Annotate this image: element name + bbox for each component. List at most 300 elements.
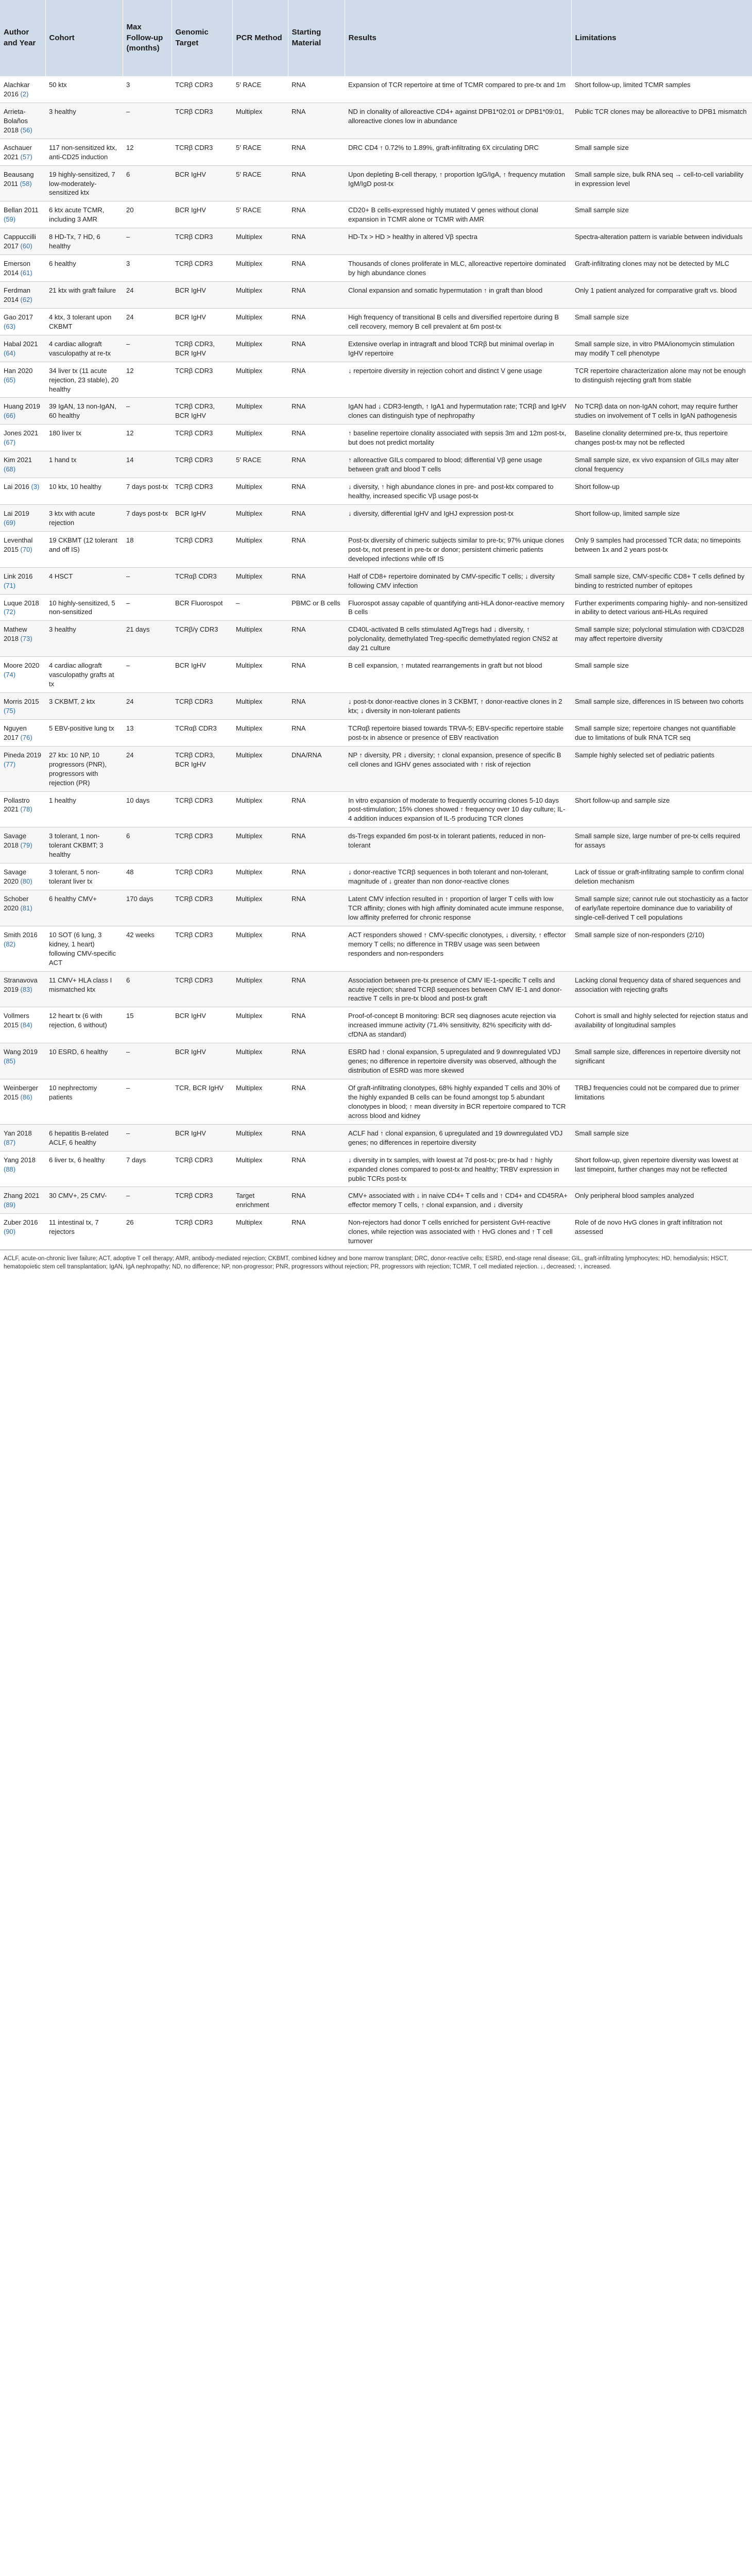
cell-author: [0, 1043, 45, 1079]
cell-followup: 12: [123, 425, 172, 451]
cell-limitations: Cohort is small and highly selected for rejection status and availability of longitudinal samples: [571, 1007, 752, 1043]
author-name: Han 2020: [4, 366, 33, 375]
cell-genomic-target: TCRβ CDR3: [172, 451, 232, 478]
reference-link[interactable]: (67): [4, 438, 16, 447]
cell-cohort: 34 liver tx (11 acute rejection, 23 stable), 20 healthy: [45, 362, 123, 398]
cell-limitations: TRBJ frequencies could not be compared due to primer limitations: [571, 1079, 752, 1125]
cell-pcr-method: Multiplex: [232, 282, 288, 309]
cell-limitations: Short follow-up, limited TCMR samples: [571, 76, 752, 103]
cell-starting-material: RNA: [288, 621, 345, 657]
cell-starting-material: RNA: [288, 335, 345, 362]
cell-cohort: 4 cardiac allograft vasculopathy grafts at tx: [45, 657, 123, 693]
cell-genomic-target: BCR IgHV: [172, 657, 232, 693]
cell-followup: 26: [123, 1214, 172, 1250]
cell-results: Latent CMV infection resulted in ↑ proportion of larger T cells with low TCR affinity; clones with high affinity dominated acute immune response, low affinity preferred for chronic response: [345, 890, 571, 926]
cell-limitations: Small sample size, CMV-specific CD8+ T cells defined by binding to restricted number of epitopes: [571, 567, 752, 594]
table-row: [0, 971, 752, 1007]
cell-genomic-target: BCR IgHV: [172, 165, 232, 201]
cell-starting-material: RNA: [288, 139, 345, 165]
table-row: [0, 255, 752, 282]
cell-limitations: No TCRβ data on non-IgAN cohort, may require further studies on involvement of T cells in IgAN pathogenesis: [571, 398, 752, 425]
cell-cohort: 117 non-sensitized ktx, anti-CD25 induction: [45, 139, 123, 165]
cell-starting-material: RNA: [288, 567, 345, 594]
author-name: Pollastro 2021: [4, 796, 30, 814]
cell-cohort: 12 heart tx (6 with rejection, 6 without): [45, 1007, 123, 1043]
cell-pcr-method: Multiplex: [232, 531, 288, 567]
cell-starting-material: RNA: [288, 890, 345, 926]
cell-genomic-target: TCRβ CDR3: [172, 228, 232, 255]
cell-author: [0, 478, 45, 505]
author-name: Zhang 2021: [4, 1192, 40, 1200]
cell-followup: –: [123, 567, 172, 594]
cell-limitations: Small sample size of non-responders (2/10): [571, 926, 752, 971]
reference-link[interactable]: (80): [20, 877, 32, 886]
cell-results: ↓ diversity, ↑ high abundance clones in pre- and post-ktx compared to healthy, increased specific Vβ usage post-tx: [345, 478, 571, 505]
table-row: [0, 1151, 752, 1187]
cell-author: [0, 827, 45, 863]
cell-cohort: 10 nephrectomy patients: [45, 1079, 123, 1125]
cell-cohort: 8 HD-Tx, 7 HD, 6 healthy: [45, 228, 123, 255]
table-row: [0, 282, 752, 309]
reference-link[interactable]: (90): [4, 1228, 16, 1236]
header-pcr-method: PCR Method: [232, 0, 288, 76]
cell-genomic-target: TCRβ/γ CDR3: [172, 621, 232, 657]
reference-link[interactable]: (88): [4, 1165, 16, 1173]
cell-genomic-target: BCR IgHV: [172, 504, 232, 531]
author-name: Jones 2021: [4, 429, 39, 437]
cell-genomic-target: BCR IgHV: [172, 1007, 232, 1043]
cell-author: [0, 228, 45, 255]
cell-results: Extensive overlap in intragraft and blood TCRβ but minimal overlap in IgHV repertoire: [345, 335, 571, 362]
cell-results: Thousands of clones proliferate in MLC, alloreactive repertoire dominated by high abundance clones: [345, 255, 571, 282]
cell-author: [0, 1007, 45, 1043]
cell-starting-material: RNA: [288, 362, 345, 398]
cell-pcr-method: 5' RACE: [232, 201, 288, 228]
cell-results: In vitro expansion of moderate to frequently occurring clones 5-10 days post-stimulation; 15% clones showed ↑ frequency over 10 day culture; IL-4 addition induces expansion of IL-5 producing TCR clones: [345, 791, 571, 827]
cell-cohort: 11 CMV+ HLA class I mismatched ktx: [45, 971, 123, 1007]
cell-limitations: Small sample size; polyclonal stimulation with CD3/CD28 may affect repertoire diversity: [571, 621, 752, 657]
cell-starting-material: RNA: [288, 926, 345, 971]
author-name: Ferdman 2014: [4, 286, 31, 303]
author-name: Savage 2018: [4, 832, 27, 850]
cell-cohort: 1 hand tx: [45, 451, 123, 478]
cell-limitations: Small sample size, bulk RNA seq → cell-to-cell variability in expression level: [571, 165, 752, 201]
reference-link[interactable]: (63): [4, 322, 16, 330]
cell-results: ↓ diversity in tx samples, with lowest at 7d post-tx; pre-tx had ↑ highly expanded clones compared to post-tx and healthy; TRBV expression in public TCRs post-tx: [345, 1151, 571, 1187]
cell-pcr-method: Multiplex: [232, 890, 288, 926]
cell-followup: 14: [123, 451, 172, 478]
cell-limitations: Further experiments comparing highly- and non-sensitized in ability to detect various anti-HLAs required: [571, 594, 752, 621]
cell-pcr-method: Multiplex: [232, 335, 288, 362]
table-row: [0, 504, 752, 531]
author-name: Morris 2015: [4, 698, 39, 705]
cell-cohort: 180 liver tx: [45, 425, 123, 451]
cell-cohort: 4 cardiac allograft vasculopathy at re-tx: [45, 335, 123, 362]
reference-link[interactable]: (3): [31, 483, 40, 491]
table-body: [0, 76, 752, 1250]
author-name: Leventhal 2015: [4, 536, 33, 553]
reference-link[interactable]: (62): [20, 295, 32, 303]
reference-link[interactable]: (74): [4, 671, 16, 679]
cell-cohort: 3 tolerant, 1 non-tolerant CKBMT; 3 healthy: [45, 827, 123, 863]
cell-genomic-target: TCRβ CDR3: [172, 1151, 232, 1187]
cell-pcr-method: Multiplex: [232, 308, 288, 335]
cell-cohort: 21 ktx with graft failure: [45, 282, 123, 309]
author-name: Beausang 2011: [4, 170, 34, 188]
reference-link[interactable]: (59): [4, 215, 16, 224]
cell-author: [0, 863, 45, 890]
cell-starting-material: RNA: [288, 201, 345, 228]
cell-author: [0, 746, 45, 791]
reference-link[interactable]: (58): [20, 179, 32, 188]
cell-results: B cell expansion, ↑ mutated rearrangements in graft but not blood: [345, 657, 571, 693]
cell-genomic-target: TCRβ CDR3, BCR IgHV: [172, 746, 232, 791]
reference-link[interactable]: (2): [20, 90, 29, 98]
table-row: [0, 1214, 752, 1250]
cell-followup: 7 days post-tx: [123, 504, 172, 531]
cell-pcr-method: Multiplex: [232, 1007, 288, 1043]
cell-followup: 12: [123, 362, 172, 398]
cell-genomic-target: TCRβ CDR3: [172, 890, 232, 926]
cell-genomic-target: TCRαβ CDR3: [172, 567, 232, 594]
author-name: Yang 2018: [4, 1156, 36, 1164]
table-row: [0, 308, 752, 335]
reference-link[interactable]: (79): [20, 841, 32, 850]
reference-link[interactable]: (66): [4, 412, 16, 420]
header-cohort: Cohort: [45, 0, 123, 76]
cell-cohort: 4 ktx, 3 tolerant upon CKBMT: [45, 308, 123, 335]
cell-followup: –: [123, 1079, 172, 1125]
cell-cohort: 39 IgAN, 13 non-IgAN, 60 healthy: [45, 398, 123, 425]
cell-followup: 18: [123, 531, 172, 567]
cell-author: [0, 926, 45, 971]
cell-limitations: TCR repertoire characterization alone may not be enough to distinguish rejecting graft from stable: [571, 362, 752, 398]
cell-followup: –: [123, 335, 172, 362]
cell-starting-material: RNA: [288, 1124, 345, 1151]
cell-cohort: 6 liver tx, 6 healthy: [45, 1151, 123, 1187]
cell-pcr-method: Multiplex: [232, 425, 288, 451]
table-row: [0, 693, 752, 720]
cell-limitations: Role of de novo HvG clones in graft infiltration not assessed: [571, 1214, 752, 1250]
cell-genomic-target: TCRβ CDR3: [172, 76, 232, 103]
cell-results: CMV+ associated with ↓ in naive CD4+ T cells and ↑ CD4+ and CD45RA+ effector memory T cells, ↑ clonal expansion, and ↓ diversity: [345, 1187, 571, 1214]
cell-pcr-method: Multiplex: [232, 657, 288, 693]
cell-starting-material: RNA: [288, 308, 345, 335]
cell-starting-material: RNA: [288, 255, 345, 282]
reference-link[interactable]: (69): [4, 518, 16, 527]
cell-cohort: 3 ktx with acute rejection: [45, 504, 123, 531]
cell-followup: 170 days: [123, 890, 172, 926]
reference-link[interactable]: (86): [20, 1093, 32, 1101]
cell-results: ↓ repertoire diversity in rejection cohort and distinct V gene usage: [345, 362, 571, 398]
cell-genomic-target: BCR IgHV: [172, 282, 232, 309]
cell-starting-material: RNA: [288, 451, 345, 478]
cell-author: [0, 425, 45, 451]
header-genomic-target: Genomic Target: [172, 0, 232, 76]
cell-starting-material: RNA: [288, 971, 345, 1007]
cell-starting-material: RNA: [288, 1187, 345, 1214]
cell-results: ACT responders showed ↑ CMV-specific clonotypes, ↓ diversity, ↑ effector memory T cells; no difference in TRBV usage was seen between responders and non-responders: [345, 926, 571, 971]
cell-starting-material: RNA: [288, 1007, 345, 1043]
author-name: Arrieta-Bolaños 2018: [4, 107, 28, 134]
cell-cohort: 10 ktx, 10 healthy: [45, 478, 123, 505]
cell-author: [0, 1124, 45, 1151]
cell-pcr-method: 5' RACE: [232, 139, 288, 165]
cell-cohort: 10 SOT (6 lung, 3 kidney, 1 heart) following CMV-specific ACT: [45, 926, 123, 971]
table-row: [0, 621, 752, 657]
reference-link[interactable]: (56): [20, 126, 32, 134]
cell-author: [0, 1187, 45, 1214]
table-row: [0, 1187, 752, 1214]
cell-cohort: 3 tolerant, 5 non-tolerant liver tx: [45, 863, 123, 890]
cell-limitations: Small sample size; cannot rule out stochasticity as a factor of early/late repertoire dominance due to variability of single-cell-derived T cell populations: [571, 890, 752, 926]
table-row: [0, 890, 752, 926]
author-name: Emerson 2014: [4, 260, 31, 277]
cell-author: [0, 139, 45, 165]
cell-genomic-target: TCRβ CDR3: [172, 362, 232, 398]
reference-link[interactable]: (61): [20, 269, 32, 277]
cell-author: [0, 1214, 45, 1250]
author-name: Wang 2019: [4, 1048, 38, 1056]
cell-pcr-method: Multiplex: [232, 1124, 288, 1151]
cell-author: [0, 567, 45, 594]
reference-link[interactable]: (68): [4, 465, 16, 473]
table-row: [0, 139, 752, 165]
author-name: Alachkar 2016: [4, 81, 30, 98]
cell-followup: 3: [123, 255, 172, 282]
cell-followup: 12: [123, 139, 172, 165]
cell-results: Association between pre-tx presence of CMV IE-1-specific T cells and acute rejection; shared TCRβ sequences between CMV IE-1 and donor-reactive T cells in pre-tx blood and post-tx graft: [345, 971, 571, 1007]
cell-starting-material: RNA: [288, 76, 345, 103]
cell-cohort: 3 CKBMT, 2 ktx: [45, 693, 123, 720]
reference-link[interactable]: (77): [4, 760, 16, 768]
table-row: [0, 827, 752, 863]
table-row: [0, 103, 752, 139]
cell-followup: 13: [123, 719, 172, 746]
cell-followup: 6: [123, 827, 172, 863]
reference-link[interactable]: (83): [20, 985, 32, 993]
cell-genomic-target: TCR, BCR IgHV: [172, 1079, 232, 1125]
author-name: Weinberger 2015: [4, 1084, 38, 1101]
cell-genomic-target: TCRβ CDR3: [172, 693, 232, 720]
cell-followup: 3: [123, 76, 172, 103]
author-name: Smith 2016: [4, 930, 38, 939]
cell-genomic-target: TCRβ CDR3: [172, 926, 232, 971]
author-name: Huang 2019: [4, 402, 40, 411]
cell-followup: –: [123, 1187, 172, 1214]
cell-limitations: Spectra-alteration pattern is variable between individuals: [571, 228, 752, 255]
table-row: [0, 76, 752, 103]
cell-author: [0, 362, 45, 398]
reference-link[interactable]: (64): [4, 349, 16, 357]
cell-genomic-target: TCRβ CDR3: [172, 139, 232, 165]
cell-cohort: 10 highly-sensitized, 5 non-sensitized: [45, 594, 123, 621]
cell-results: ↓ post-tx donor-reactive clones in 3 CKBMT, ↑ donor-reactive clones in 2 ktx; ↓ diversity in non-tolerant patients: [345, 693, 571, 720]
header-author: Author and Year: [0, 0, 45, 76]
cell-pcr-method: 5' RACE: [232, 451, 288, 478]
reference-link[interactable]: (60): [20, 242, 32, 250]
cell-cohort: 1 healthy: [45, 791, 123, 827]
cell-starting-material: RNA: [288, 863, 345, 890]
author-name: Lai 2019: [4, 509, 29, 517]
cell-limitations: Short follow-up and sample size: [571, 791, 752, 827]
cell-results: Of graft-infiltrating clonotypes, 68% highly expanded T cells and 30% of the highly expanded B cells can be found amongst top 5 abundant clonotypes in blood; ↑ mean diversity in BCR repertoire compared to TCR across blood and kidney: [345, 1079, 571, 1125]
table-row: [0, 594, 752, 621]
cell-followup: 48: [123, 863, 172, 890]
table-row: [0, 1124, 752, 1151]
cell-author: [0, 657, 45, 693]
cell-genomic-target: TCRβ CDR3: [172, 255, 232, 282]
cell-limitations: Only 1 patient analyzed for comparative graft vs. blood: [571, 282, 752, 309]
reference-link[interactable]: (72): [4, 608, 16, 616]
cell-limitations: Small sample size, differences in repertoire diversity not significant: [571, 1043, 752, 1079]
cell-starting-material: RNA: [288, 531, 345, 567]
cell-cohort: 6 ktx acute TCMR, including 3 AMR: [45, 201, 123, 228]
cell-followup: –: [123, 594, 172, 621]
cell-genomic-target: TCRαβ CDR3: [172, 719, 232, 746]
cell-followup: 21 days: [123, 621, 172, 657]
cell-limitations: Lack of tissue or graft-infiltrating sample to confirm clonal deletion mechanism: [571, 863, 752, 890]
table-row: [0, 926, 752, 971]
reference-link[interactable]: (73): [20, 635, 32, 643]
cell-followup: –: [123, 1043, 172, 1079]
cell-cohort: 6 healthy: [45, 255, 123, 282]
header-results: Results: [345, 0, 571, 76]
cell-pcr-method: Multiplex: [232, 1151, 288, 1187]
cell-pcr-method: Multiplex: [232, 791, 288, 827]
cell-genomic-target: TCRβ CDR3: [172, 531, 232, 567]
cell-followup: –: [123, 398, 172, 425]
cell-limitations: Sample highly selected set of pediatric patients: [571, 746, 752, 791]
cell-starting-material: RNA: [288, 791, 345, 827]
reference-link[interactable]: (85): [4, 1057, 16, 1065]
table-row: [0, 1043, 752, 1079]
cell-results: Non-rejectors had donor T cells enriched for persistent GvH-reactive clones, while rejection was associated with ↑ HvG clones and ↑ T cell turnover: [345, 1214, 571, 1250]
cell-cohort: 3 healthy: [45, 621, 123, 657]
cell-results: Proof-of-concept B monitoring: BCR seq diagnoses acute rejection via increased immune activity (71.4% sensitivity, 82% specificity with dd-cfDNA as standard): [345, 1007, 571, 1043]
cell-followup: 6: [123, 165, 172, 201]
reference-link[interactable]: (70): [20, 545, 32, 553]
cell-starting-material: RNA: [288, 693, 345, 720]
cell-pcr-method: Multiplex: [232, 827, 288, 863]
author-name: Yan 2018: [4, 1129, 32, 1137]
cell-author: [0, 594, 45, 621]
cell-cohort: 5 EBV-positive lung tx: [45, 719, 123, 746]
cell-results: IgAN had ↓ CDR3-length, ↑ IgA1 and hypermutation rate; TCRβ and IgHV clones can distinguish type of nephropathy: [345, 398, 571, 425]
cell-starting-material: RNA: [288, 504, 345, 531]
cell-starting-material: RNA: [288, 282, 345, 309]
cell-author: [0, 76, 45, 103]
cell-followup: –: [123, 228, 172, 255]
cell-pcr-method: Multiplex: [232, 1214, 288, 1250]
cell-limitations: Only peripheral blood samples analyzed: [571, 1187, 752, 1214]
author-name: Link 2016: [4, 572, 33, 580]
cell-genomic-target: TCRβ CDR3: [172, 827, 232, 863]
cell-genomic-target: TCRβ CDR3: [172, 1214, 232, 1250]
reference-link[interactable]: (81): [20, 904, 32, 912]
cell-starting-material: DNA/RNA: [288, 746, 345, 791]
cell-author: [0, 791, 45, 827]
cell-pcr-method: Multiplex: [232, 926, 288, 971]
reference-link[interactable]: (78): [20, 805, 32, 814]
reference-link[interactable]: (76): [20, 733, 32, 741]
table-row: [0, 567, 752, 594]
cell-limitations: Small sample size; repertoire changes not quantifiable due to limitations of bulk RNA TCR seq: [571, 719, 752, 746]
cell-pcr-method: Multiplex: [232, 1043, 288, 1079]
cell-followup: 42 weeks: [123, 926, 172, 971]
cell-pcr-method: Multiplex: [232, 228, 288, 255]
cell-pcr-method: Multiplex: [232, 478, 288, 505]
cell-results: ↑ baseline repertoire clonality associated with sepsis 3m and 12m post-tx, but does not predict mortality: [345, 425, 571, 451]
author-name: Savage 2020: [4, 868, 27, 886]
cell-author: [0, 1079, 45, 1125]
cell-pcr-method: Multiplex: [232, 103, 288, 139]
reference-link[interactable]: (65): [4, 376, 16, 384]
cell-author: [0, 282, 45, 309]
cell-author: [0, 335, 45, 362]
cell-limitations: Small sample size, large number of pre-tx cells required for assays: [571, 827, 752, 863]
cell-results: Upon depleting B-cell therapy, ↑ proportion IgG/IgA, ↑ frequency mutation IgM/IgD post-tx: [345, 165, 571, 201]
cell-cohort: 3 healthy: [45, 103, 123, 139]
reference-link[interactable]: (82): [4, 940, 16, 948]
cell-limitations: Small sample size, differences in IS between two cohorts: [571, 693, 752, 720]
cell-author: [0, 255, 45, 282]
cell-results: Expansion of TCR repertoire at time of TCMR compared to pre-tx and 1m: [345, 76, 571, 103]
reference-link[interactable]: (71): [4, 581, 16, 589]
reference-link[interactable]: (84): [20, 1021, 32, 1029]
table-row: [0, 531, 752, 567]
cell-results: Fluorospot assay capable of quantifying anti-HLA donor-reactive memory B cells: [345, 594, 571, 621]
cell-results: ↑ alloreactive GILs compared to blood; differential Vβ gene usage between graft and blood T cells: [345, 451, 571, 478]
cell-author: [0, 165, 45, 201]
cell-limitations: Small sample size, in vitro PMA/ionomycin stimulation may modify T cell phenotype: [571, 335, 752, 362]
cell-results: Post-tx diversity of chimeric subjects similar to pre-tx; 97% unique clones post-tx, not present in pre-tx or donor; persistent chimeric patients developed infections while off IS: [345, 531, 571, 567]
table-row: [0, 657, 752, 693]
reference-link[interactable]: (87): [4, 1138, 16, 1146]
cell-limitations: Small sample size: [571, 308, 752, 335]
cell-followup: 7 days: [123, 1151, 172, 1187]
author-name: Kim 2021: [4, 456, 32, 464]
header-limitations: Limitations: [571, 0, 752, 76]
cell-genomic-target: TCRβ CDR3, BCR IgHV: [172, 398, 232, 425]
cell-results: TCRαβ repertoire biased towards TRVA-5; EBV-specific repertoire stable post-tx in absence or presence of EBV reactivation: [345, 719, 571, 746]
author-name: Bellan 2011: [4, 206, 39, 214]
table-row: [0, 719, 752, 746]
cell-limitations: Lacking clonal frequency data of shared sequences and association with rejecting grafts: [571, 971, 752, 1007]
cell-cohort: 10 ESRD, 6 healthy: [45, 1043, 123, 1079]
cell-followup: 24: [123, 746, 172, 791]
reference-link[interactable]: (57): [20, 152, 32, 161]
table-row: [0, 451, 752, 478]
cell-author: [0, 504, 45, 531]
cell-limitations: Small sample size: [571, 1124, 752, 1151]
header-row: [0, 0, 752, 76]
cell-author: [0, 621, 45, 657]
table-row: [0, 746, 752, 791]
cell-limitations: Public TCR clones may be alloreactive to DPB1 mismatch: [571, 103, 752, 139]
cell-results: NP ↑ diversity, PR ↓ diversity; ↑ clonal expansion, presence of specific B cell clones and IGHV genes associated with ↑ risk of rejection: [345, 746, 571, 791]
cell-results: CD40L-activated B cells stimulated AgTregs had ↓ diversity, ↑ polyclonality, demethylated Treg-specific demethylated region CNS2 at day 21 culture: [345, 621, 571, 657]
cell-cohort: 19 CKBMT (12 tolerant and off IS): [45, 531, 123, 567]
cell-starting-material: RNA: [288, 1151, 345, 1187]
author-name: Luque 2018: [4, 599, 39, 607]
reference-link[interactable]: (75): [4, 706, 16, 715]
cell-followup: 24: [123, 308, 172, 335]
cell-starting-material: RNA: [288, 827, 345, 863]
reference-link[interactable]: (89): [4, 1201, 16, 1209]
cell-author: [0, 201, 45, 228]
cell-starting-material: RNA: [288, 719, 345, 746]
